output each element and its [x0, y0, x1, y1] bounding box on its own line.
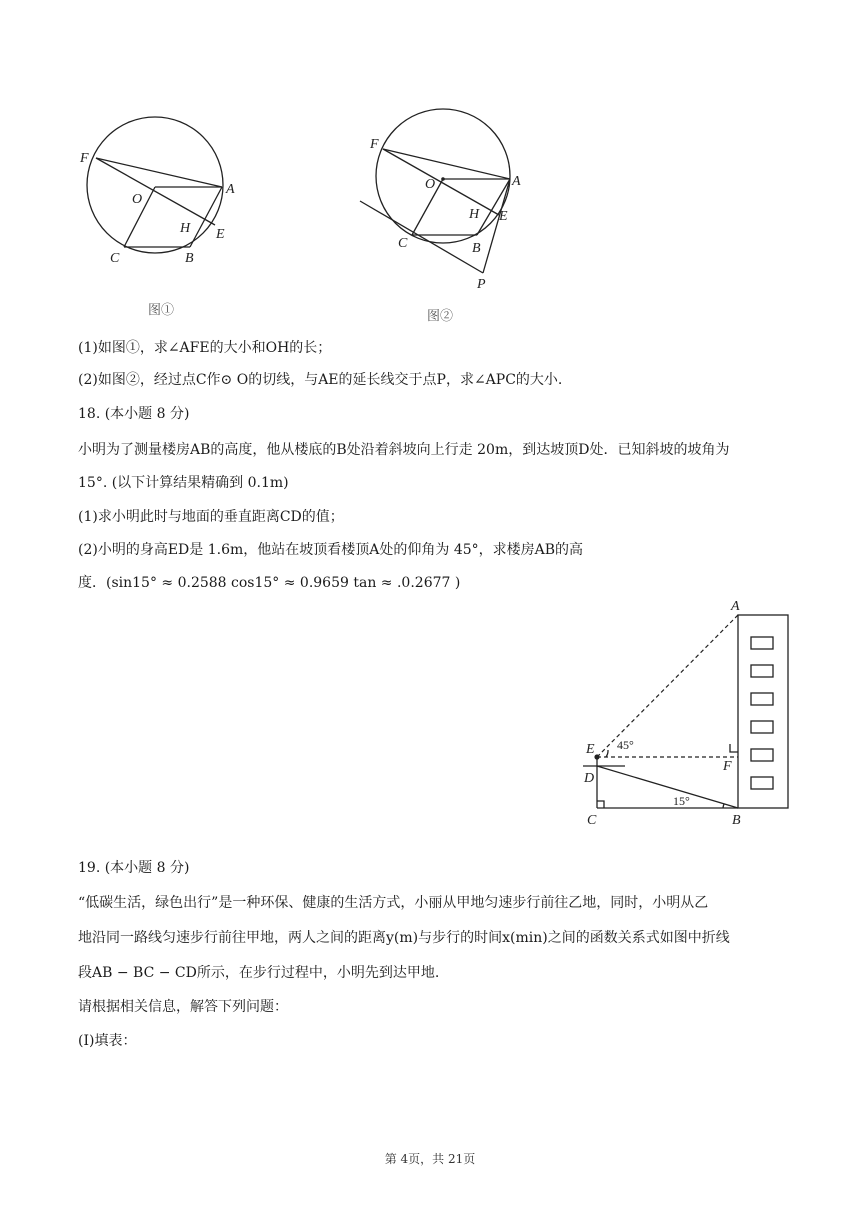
angle-15-label: 15° [673, 794, 690, 808]
label-b: B [732, 813, 741, 828]
q17-part1: (1)如图①，求∠AFE的大小和OH的长； [78, 340, 332, 356]
q18-part2: (2)小明的身高ED是 1.6m，他站在坡顶看楼顶A处的仰角为 45°，求楼房AB的高 [78, 542, 584, 558]
label-c: C [587, 813, 597, 828]
label-c: C [398, 236, 408, 251]
label-d: D [584, 771, 595, 786]
label-h: H [180, 221, 191, 236]
label-a: A [512, 174, 521, 189]
label-a: A [226, 182, 235, 197]
q18-header: 18. (本小题 8 分) [78, 406, 190, 422]
figure-1 [70, 110, 260, 320]
q19-line5: (I)填表： [78, 1033, 137, 1049]
label-e: E [499, 209, 508, 224]
q19-line2: 地沿同一路线匀速步行前往甲地，两人之间的距离y(m)与步行的时间x(min)之间的函数关系式如图中折线 [78, 930, 730, 946]
label-f: F [370, 137, 379, 152]
q18-line1: 小明为了测量楼房AB的高度，他从楼底的B处沿着斜坡向上行走 20m，到达坡顶D处．已知斜坡的坡角为 [78, 442, 730, 458]
label-e: E [216, 227, 225, 242]
angle-45-label: 45° [617, 738, 634, 752]
building [738, 615, 788, 808]
figure-2 [355, 105, 545, 330]
figure-2-caption: 图② [427, 308, 454, 323]
figure-1-caption: 图① [148, 302, 175, 317]
label-h: H [469, 207, 480, 222]
label-c: C [110, 251, 120, 266]
label-f: F [723, 759, 732, 774]
figure-3 [575, 590, 805, 830]
q19-line3: 段AB − BC − CD所示，在步行过程中，小明先到达甲地. [78, 965, 440, 981]
q19-line4: 请根据相关信息，解答下列问题： [78, 999, 288, 1015]
label-f: F [80, 151, 89, 166]
label-e: E [586, 742, 595, 757]
q18-part1: (1)求小明此时与地面的垂直距离CD的值； [78, 509, 344, 525]
q19-header: 19. (本小题 8 分) [78, 860, 190, 876]
q17-part2: (2)如图②，经过点C作⊙ O的切线，与AE的延长线交于点P，求∠APC的大小. [78, 372, 563, 388]
label-a: A [731, 599, 740, 614]
label-b: B [472, 241, 481, 256]
label-p: P [477, 277, 486, 292]
figure-2-circle [376, 109, 510, 243]
label-o: O [425, 177, 436, 192]
page-footer: 第 4页，共 21页 [384, 1152, 476, 1166]
label-o: O [132, 192, 143, 207]
q18-line2: 15°. (以下计算结果精确到 0.1m) [78, 475, 289, 491]
label-b: B [185, 251, 194, 266]
figure-1-circle [87, 117, 223, 253]
q18-part2b: 度．(sin15° ≈ 0.2588 cos15° ≈ 0.9659 tan ≈ .0.2677 ) [78, 575, 461, 591]
q19-line1: “低碳生活，绿色出行”是一种环保、健康的生活方式，小丽从甲地匀速步行前往乙地，同时，小明从乙 [78, 895, 709, 911]
